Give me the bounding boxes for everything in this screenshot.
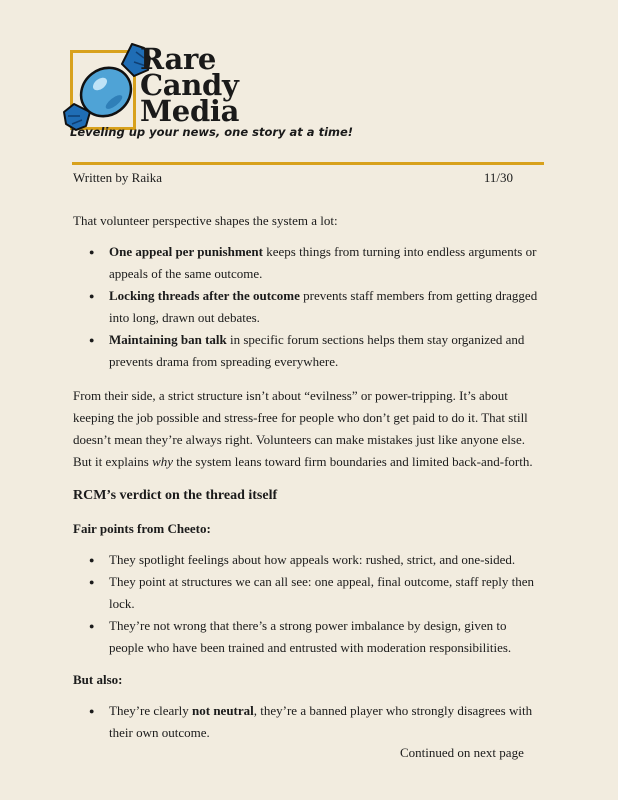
list-item bbox=[73, 329, 543, 373]
brand-name-line1: Rare bbox=[140, 42, 217, 76]
item-text: They’re clearly bbox=[109, 703, 193, 718]
list-item bbox=[73, 241, 543, 285]
list-item: ● They’re not wrong that there’s a strong power imbalance by design, given to people who have been trained and entrusted with moderation responsibilities. bbox=[73, 615, 543, 659]
item-emphasis: not neutral bbox=[192, 703, 254, 718]
item-emphasis: One appeal per punishment bbox=[109, 244, 263, 259]
intro-paragraph: That volunteer perspective shapes the system a lot: bbox=[73, 213, 338, 228]
item-text: keeps things from turning into endless arguments or appeals of the same outcome. bbox=[109, 244, 537, 281]
verdict-heading: RCM’s verdict on the thread itself bbox=[73, 488, 278, 503]
volunteer-paragraph bbox=[73, 385, 543, 473]
item-text: in specific forum sections helps them stay organized and prevents drama from spreading everywhere. bbox=[109, 332, 525, 369]
item-text: prevents staff members from getting dragged into long, drawn out debates. bbox=[109, 288, 538, 325]
fair-points-heading: Fair points from Cheeto: bbox=[73, 521, 211, 536]
article-body bbox=[73, 200, 543, 744]
brand-name-line3: Media bbox=[140, 94, 240, 128]
list-item: ● They point at structures we can all see: one appeal, final outcome, staff reply then lock. bbox=[73, 571, 543, 615]
paragraph-text: From their side, a strict structure isn’t about “evilness” or power-tripping. It’s about keeping the job possible and stress-free for people who don’t get paid to do it. That still doesn’t mean they’re always right. Volunteers can make mistakes just like anyone else. But it explains bbox=[73, 388, 528, 469]
but-also-heading: But also: bbox=[73, 672, 123, 687]
system-list bbox=[73, 241, 543, 373]
fair-points-list bbox=[73, 549, 543, 659]
header-divider bbox=[72, 162, 544, 165]
item-emphasis: Maintaining ban talk bbox=[109, 332, 227, 347]
byline: Written by Raika bbox=[73, 170, 163, 185]
page-number: 11/30 bbox=[483, 170, 513, 185]
brand-name-line2: Candy bbox=[140, 68, 239, 102]
paragraph-emphasis: why bbox=[152, 454, 174, 469]
item-text-end: , they’re a banned player who strongly disagrees with their own outcome. bbox=[109, 703, 533, 740]
list-item bbox=[73, 285, 543, 329]
but-also-list bbox=[73, 700, 543, 744]
brand-name bbox=[140, 42, 240, 128]
page-header bbox=[73, 170, 513, 186]
continued-note: Continued on next page bbox=[400, 745, 524, 760]
list-item bbox=[73, 700, 543, 744]
item-emphasis: Locking threads after the outcome bbox=[109, 288, 300, 303]
list-item: ● They spotlight feelings about how appeals work: rushed, strict, and one-sided. bbox=[73, 549, 543, 571]
paragraph-text-end: the system leans toward firm boundaries and limited back-and-forth. bbox=[173, 454, 533, 469]
brand-tagline: Leveling up your news, one story at a time! bbox=[70, 125, 354, 139]
